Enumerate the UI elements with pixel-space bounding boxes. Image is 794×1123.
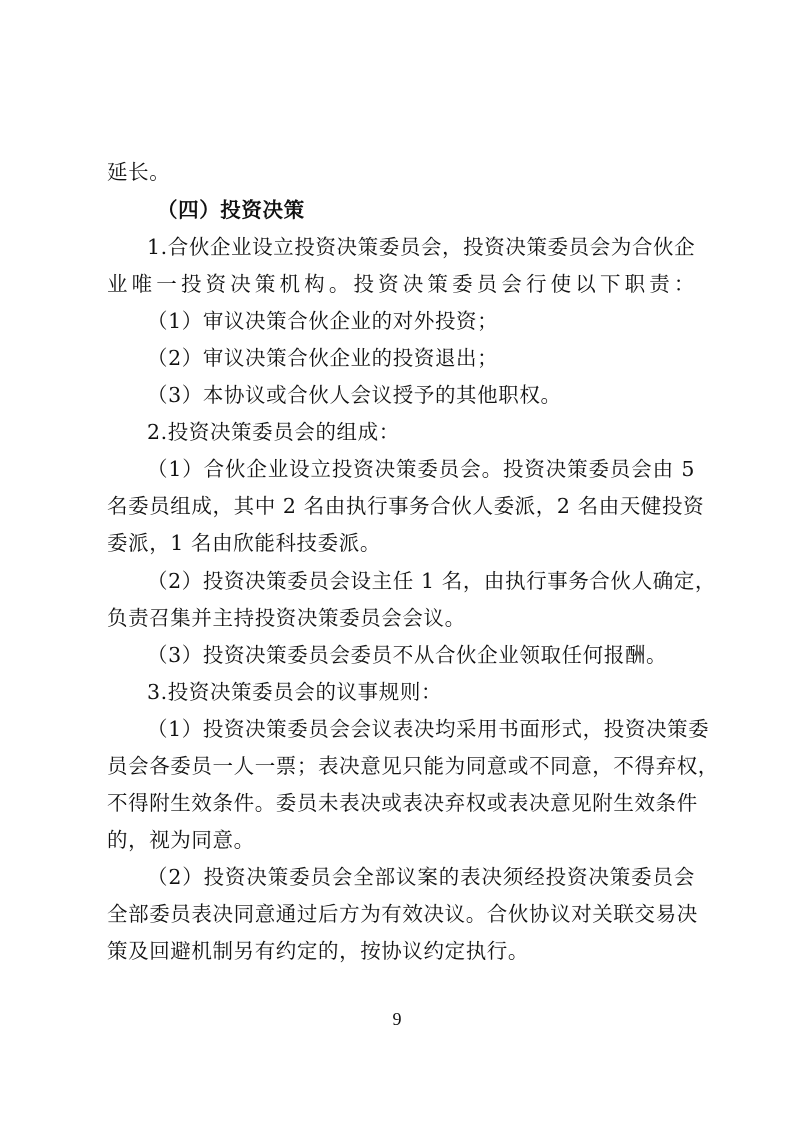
text-line: 名委员组成，其中 2 名由执行事务合伙人委派，2 名由天健投资	[107, 494, 705, 518]
text-line: 负责召集并主持投资决策委员会会议。	[107, 606, 466, 630]
list-item: （1）审议决策合伙企业的对外投资；	[147, 309, 499, 333]
list-item: （2）审议决策合伙企业的投资退出；	[147, 346, 499, 370]
text-line: 策及回避机制另有约定的，按协议约定执行。	[107, 939, 529, 963]
text-line: 3.投资决策委员会的议事规则：	[147, 680, 443, 704]
list-item: （2）投资决策委员会全部议案的表决须经投资决策委员会	[147, 865, 695, 889]
page-number: 9	[392, 1009, 402, 1029]
text-line: 委派，1 名由欣能科技委派。	[107, 531, 381, 555]
list-item: （3）投资决策委员会委员不从合伙企业领取任何报酬。	[147, 643, 668, 667]
list-item: （1）投资决策委员会会议表决均采用书面形式，投资决策委	[147, 717, 710, 741]
section-heading: （四）投资决策	[157, 198, 305, 222]
text-line: 的，视为同意。	[107, 828, 255, 852]
text-line: 全部委员表决同意通过后方为有效决议。合伙协议对关联交易决	[107, 902, 698, 926]
text-line: 延长。	[107, 160, 171, 184]
text-line: 业唯一投资决策机构。投资决策委员会行使以下职责：	[107, 272, 695, 296]
list-item: （2）投资决策委员会设主任 1 名，由执行事务合伙人确定，	[147, 569, 717, 593]
list-item: （1）合伙企业设立投资决策委员会。投资决策委员会由 5	[147, 457, 695, 481]
list-item: （3）本协议或合伙人会议授予的其他职权。	[147, 383, 562, 407]
text-line: 不得附生效条件。委员未表决或表决弃权或表决意见附生效条件	[107, 791, 698, 815]
text-line: 1.合伙企业设立投资决策委员会，投资决策委员会为合伙企	[147, 235, 696, 259]
text-line: 员会各委员一人一票；表决意见只能为同意或不同意，不得弃权，	[107, 754, 719, 778]
text-line: 2.投资决策委员会的组成：	[147, 420, 400, 444]
